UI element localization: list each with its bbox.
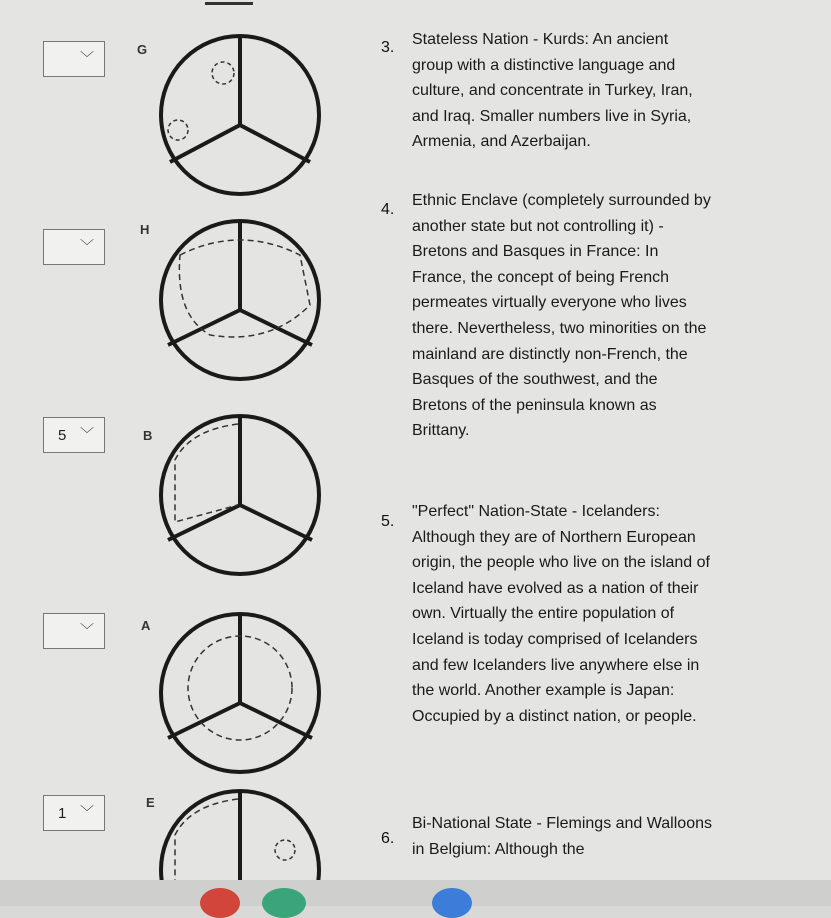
chrome-icon[interactable]	[432, 888, 472, 918]
diagram-letter-a: A	[141, 618, 151, 633]
item-text-ethnic-enclave: Ethnic Enclave (completely surrounded by another state but not controlling it) - Bretons and Basques in France: In France, the concept of being French permeates virtually everyone who lives there. Nevertheless, two minorities on the mainland are distinctly non-French, the Basques of the southwest, and the Bretons of the peninsula known as Brittany.	[412, 192, 711, 440]
diagram-b	[150, 410, 330, 580]
dropdown-value: 1	[58, 805, 67, 822]
item-text-bi-national-state: Bi-National State - Flemings and Walloons in Belgium: Although the	[412, 815, 712, 858]
item-text-stateless-nation: Stateless Nation - Kurds: An ancient group with a distinctive language and culture, and concentrate in Turkey, Iran, and Iraq. Smaller numbers live in Syria, Armenia, and Azerbaijan.	[412, 31, 693, 151]
dropdown-value: 5	[58, 427, 67, 444]
chevron-down-icon: ﹀	[80, 50, 94, 66]
match-dropdown-a[interactable]	[43, 613, 105, 649]
item-number: 5.	[381, 513, 395, 530]
chevron-down-icon: ﹀	[80, 622, 94, 638]
top-edge-bar	[205, 2, 253, 5]
diagram-letter-h: H	[140, 222, 150, 237]
diagram-h	[150, 215, 330, 385]
diagram-g	[150, 30, 330, 200]
match-dropdown-b[interactable]	[43, 417, 105, 453]
app-icon[interactable]	[200, 888, 240, 918]
app-icon[interactable]	[262, 888, 306, 918]
item-number: 3.	[381, 39, 395, 56]
match-dropdown-e[interactable]	[43, 795, 105, 831]
item-number: 4.	[381, 201, 395, 218]
match-dropdown-g[interactable]	[43, 41, 105, 77]
diagram-letter-g: G	[137, 42, 148, 57]
chevron-down-icon: ﹀	[80, 426, 94, 442]
chevron-down-icon: ﹀	[80, 238, 94, 254]
item-number: 6.	[381, 830, 395, 847]
chevron-down-icon: ﹀	[80, 804, 94, 820]
diagram-letter-b: B	[143, 428, 153, 443]
diagram-a	[150, 608, 330, 778]
match-dropdown-h[interactable]	[43, 229, 105, 265]
taskbar	[0, 880, 831, 906]
diagram-letter-e: E	[146, 795, 155, 810]
item-text-nation-state: "Perfect" Nation-State - Icelanders: Although they are of Northern European origin, the people who live on the island of Iceland have evolved as a nation of their own. Virtually the entire population of Iceland is today comprised of Icelanders and few Icelanders live anywhere else in the world. Another example is Japan: Occupied by a distinct nation, or people.	[412, 503, 710, 725]
diagram-e	[150, 785, 330, 880]
